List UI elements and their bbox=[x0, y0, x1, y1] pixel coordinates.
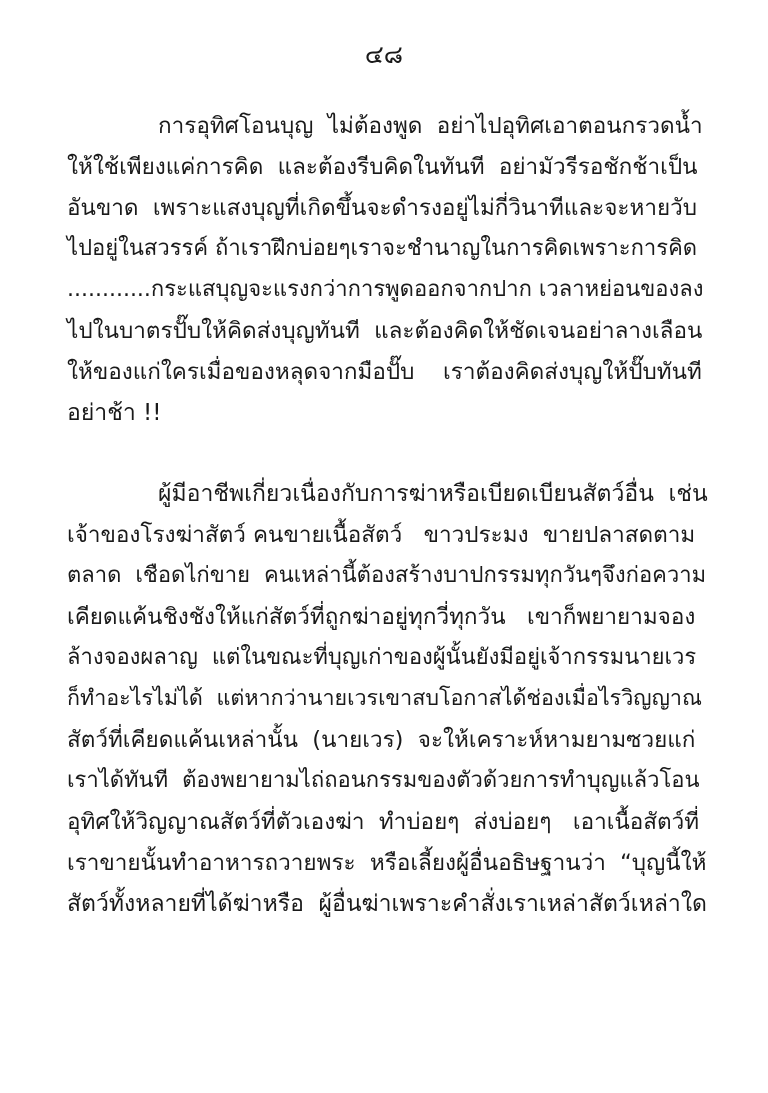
paragraph-2-line-3: ตลาด เชือดไก่ขาย คนเหล่านี้ต้องสร้างบาปกรรมทุกวันๆจึงก่อความ bbox=[67, 563, 707, 588]
paragraph-2-line-9: อุทิศให้วิญญาณสัตว์ที่ตัวเองฆ่า ทำบ่อยๆ ส่งบ่อยๆ เอาเนื้อสัตว์ที่ bbox=[67, 809, 700, 835]
paragraph-2-line-11: สัตว์ทั้งหลายที่ได้ฆ่าหรือ ผู้อื่นฆ่าเพราะคำสั่งเราเหล่าสัตว์เหล่าใด bbox=[67, 891, 707, 917]
paragraph-1-line-5: ............กระแสบุญจะแรงกว่าการพูดออกจากปาก เวลาหย่อนของลง bbox=[67, 277, 704, 302]
paragraph-1-line-3: อันขาด เพราะแสงบุญที่เกิดขึ้นจะดำรงอยู่ไม่กี่วินาทีและจะหายวับ bbox=[67, 195, 698, 221]
paragraph-1-line-4: ไปอยู่ในสวรรค์ ถ้าเราฝึกบ่อยๆเราจะชำนาญในการคิดเพราะการคิด bbox=[67, 236, 698, 261]
paragraph-2-line-8: เราได้ทันที ต้องพยายามไถ่ถอนกรรมของตัวด้วยการทำบุญแล้วโอน bbox=[67, 768, 700, 793]
paragraph-1-line-7: ให้ของแก่ใครเมื่อของหลุดจากมือปั๊บ เราต้องคิดส่งบุญให้ปั๊บทันที bbox=[67, 359, 702, 385]
paragraph-2-line-1: ผู้มีอาชีพเกี่ยวเนื่องกับการฆ่าหรือเบียดเบียนสัตว์อื่น เช่น bbox=[158, 481, 708, 507]
paragraph-2-line-5: ล้างจองผลาญ แต่ในขณะที่บุญเก่าของผู้นั้นยังมีอยู่เจ้ากรรมนายเวร bbox=[67, 645, 697, 670]
paragraph-2-line-4: เคียดแค้นชิงชังให้แก่สัตว์ที่ถูกฆ่าอยู่ทุกวี่ทุกวัน เขาก็พยายามจอง bbox=[67, 604, 696, 630]
paragraph-1-line-6: ไปในบาตรปั๊บให้คิดส่งบุญทันที และต้องคิดให้ชัดเจนอย่าลางเลือน bbox=[67, 318, 703, 344]
paragraph-2-line-6: ก็ทำอะไรไม่ได้ แต่หากว่านายเวรเขาสบโอกาสได้ช่องเมื่อไรวิญญาณ bbox=[67, 686, 702, 711]
paragraph-1-line-8: อย่าช้า !! bbox=[67, 400, 162, 426]
paragraph-2-line-2: เจ้าของโรงฆ่าสัตว์ คนขายเนื้อสัตว์ ขาวประมง ขายปลาสดตาม bbox=[67, 522, 696, 548]
page-number: ๔๘ bbox=[364, 40, 404, 69]
paragraph-1-line-2: ให้ใช้เพียงแค่การคิด และต้องรีบคิดในทันที อย่ามัวรีรอชักช้าเป็น bbox=[67, 154, 698, 180]
paragraph-2-line-7: สัตว์ที่เคียดแค้นเหล่านั้น (นายเวร) จะให้เคราะห์หามยามซวยแก่ bbox=[67, 727, 696, 753]
paragraph-2-line-10: เราขายนั้นทำอาหารถวายพระ หรือเลี้ยงผู้อื่นอธิษฐานว่า “บุญนี้ให้ bbox=[67, 850, 707, 876]
paragraph-1-line-1: การอุทิศโอนบุญ ไม่ต้องพูด อย่าไปอุทิศเอาตอนกรวดน้ำ bbox=[158, 113, 703, 139]
